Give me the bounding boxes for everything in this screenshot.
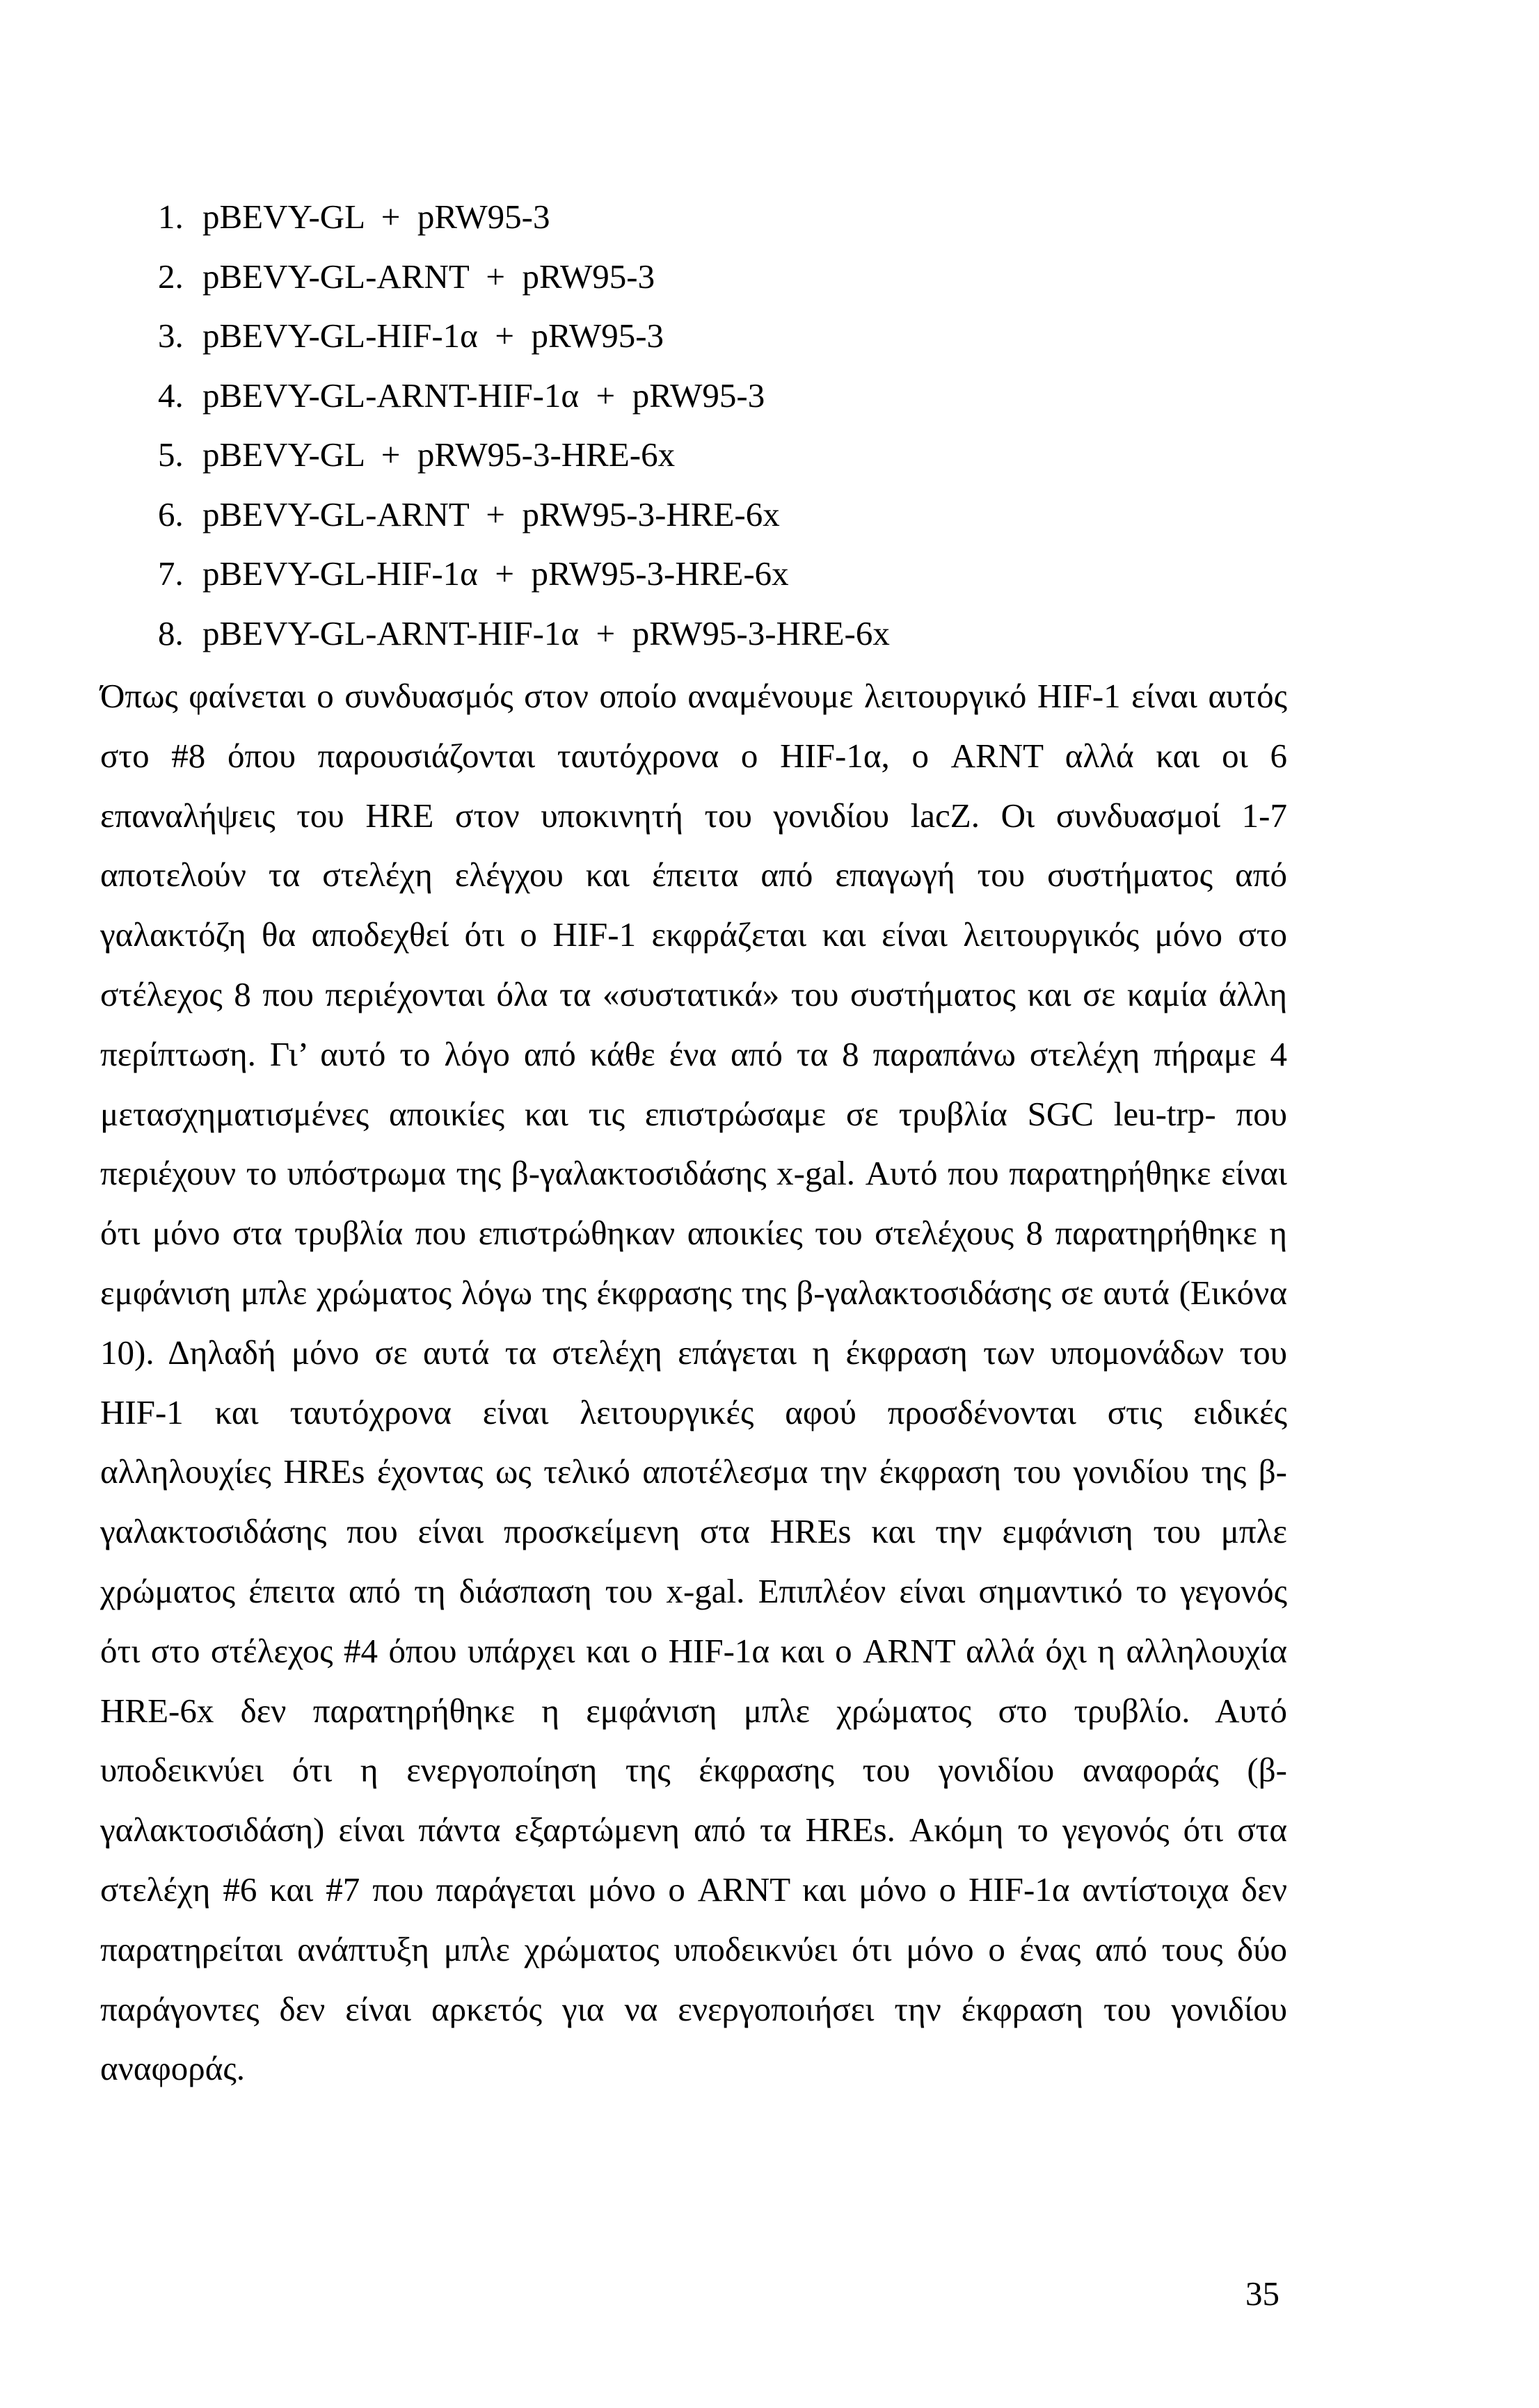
paragraph-line bbox=[100, 1562, 1287, 1621]
list-item-text: pBEVY-GL-HIF-1α + pRW95-3-HRE-6x bbox=[202, 554, 789, 593]
list-item-text: pBEVY-GL-ARNT + pRW95-3-HRE-6x bbox=[202, 495, 780, 533]
paragraph-line-text: εμφάνιση μπλε χρώματος λόγω της έκφρασης της β-γαλακτοσιδάσης σε αυτά (Εικόνα bbox=[100, 1273, 1287, 1312]
list-number: 7. bbox=[158, 554, 184, 593]
paragraph-line-text: HIF-1 και ταυτόχρονα είναι λειτουργικές αφού προσδένονται στις ειδικές bbox=[100, 1392, 1287, 1431]
list-item-text: pBEVY-GL + pRW95-3 bbox=[202, 198, 550, 236]
paragraph-line-text: υποδεικνύει ότι η ενεργοποίηση της έκφρασης του γονιδίου αναφοράς (β- bbox=[100, 1751, 1287, 1790]
list-number: 6. bbox=[158, 495, 184, 533]
paragraph-line bbox=[100, 905, 1287, 965]
list-number: 4. bbox=[158, 376, 184, 415]
paragraph-line-text: Όπως φαίνεται ο συνδυασμός στον οποίο αναμένουμε λειτουργικό HIF-1 είναι αυτός bbox=[100, 677, 1287, 715]
paragraph-line-text: περίπτωση. Γι’ αυτό το λόγο από κάθε ένα από τα 8 παραπάνω στελέχη πήραμε 4 bbox=[100, 1034, 1287, 1073]
paragraph-line bbox=[100, 1203, 1287, 1263]
list-item-text: pBEVY-GL-HIF-1α + pRW95-3 bbox=[202, 316, 664, 355]
paragraph-line bbox=[100, 1084, 1287, 1144]
list-item-text: pBEVY-GL-ARNT-HIF-1α + pRW95-3-HRE-6x bbox=[202, 613, 890, 652]
paragraph-line-text: αποτελούν τα στελέχη ελέγχου και έπειτα από επαγωγή του συστήματος από bbox=[100, 856, 1287, 894]
paragraph-line bbox=[100, 845, 1287, 905]
list-number: 5. bbox=[158, 435, 184, 474]
paragraph-line bbox=[100, 1323, 1287, 1383]
list-item bbox=[158, 544, 1285, 604]
paragraph-line-text: γαλακτοσιδάση) είναι πάντα εξαρτώμενη από τα HREs. Ακόμη το γεγονός ότι στα bbox=[100, 1811, 1287, 1849]
paragraph-line-text: παράγοντες δεν είναι αρκετός για να ενεργοποιήσει την έκφραση του γονιδίου bbox=[100, 1989, 1287, 2028]
paragraph-line bbox=[100, 666, 1287, 726]
paragraph-line-text: στελέχη #6 και #7 που παράγεται μόνο ο ARNT και μόνο ο HIF-1α αντίστοιχα δεν bbox=[100, 1870, 1287, 1909]
paragraph-line bbox=[100, 726, 1287, 786]
paragraph-line-text: αναφοράς. bbox=[100, 2049, 246, 2088]
paragraph-line-text: ότι στο στέλεχος #4 όπου υπάρχει και ο HIF-1α και ο ARNT αλλά όχι η αλληλουχία bbox=[100, 1631, 1287, 1670]
paragraph-line-text: μετασχηματισμένες αποικίες και τις επιστρώσαμε σε τρυβλία SGC leu-trp- που bbox=[100, 1094, 1287, 1133]
paragraph-line bbox=[100, 1621, 1287, 1681]
paragraph-line bbox=[100, 1502, 1287, 1562]
page-number: 35 bbox=[1245, 2274, 1279, 2313]
paragraph-line-text: στο #8 όπου παρουσιάζονται ταυτόχρονα ο HIF-1α, ο ARNT αλλά και οι 6 bbox=[100, 736, 1287, 775]
construct-list bbox=[158, 187, 1285, 663]
paragraph-line bbox=[100, 1143, 1287, 1203]
list-item-text: pBEVY-GL + pRW95-3-HRE-6x bbox=[202, 435, 676, 474]
paragraph-line-text: αλληλουχίες HREs έχοντας ως τελικό αποτέλεσμα την έκφραση του γονιδίου της β- bbox=[100, 1452, 1287, 1491]
paragraph-line-text: γαλακτόζη θα αποδεχθεί ότι ο HIF-1 εκφράζεται και είναι λειτουργικός μόνο στο bbox=[100, 915, 1287, 954]
paragraph-line-text: ότι μόνο στα τρυβλία που επιστρώθηκαν αποικίες του στελέχους 8 παρατηρήθηκε η bbox=[100, 1214, 1287, 1253]
paragraph-line bbox=[100, 1800, 1287, 1860]
paragraph-line bbox=[100, 965, 1287, 1025]
paragraph-line-text: γαλακτοσιδάσης που είναι προσκείμενη στα HREs και την εμφάνιση του μπλε bbox=[100, 1512, 1287, 1551]
paragraph-line bbox=[100, 1681, 1287, 1741]
paragraph-line-text: χρώματος έπειτα από τη διάσπαση του x-gal. Επιπλέον είναι σημαντικό το γεγονός bbox=[100, 1571, 1287, 1610]
paragraph-line-text: περιέχουν το υπόστρωμα της β-γαλακτοσιδάσης x-gal. Αυτό που παρατηρήθηκε είναι bbox=[100, 1154, 1287, 1193]
paragraph-line-text: 10). Δηλαδή μόνο σε αυτά τα στελέχη επάγεται η έκφραση των υπομονάδων του bbox=[100, 1333, 1287, 1372]
list-item bbox=[158, 425, 1285, 485]
paragraph-line bbox=[100, 1740, 1287, 1800]
paragraph-line bbox=[100, 1263, 1287, 1323]
list-item bbox=[158, 366, 1285, 426]
paragraph-line bbox=[100, 1860, 1287, 1920]
paragraph-line bbox=[100, 1025, 1287, 1084]
paragraph-line-text: επαναλήψεις του HRE στον υποκινητή του γονιδίου lacZ. Οι συνδυασμοί 1-7 bbox=[100, 796, 1287, 835]
paragraph-line bbox=[100, 1920, 1287, 1980]
paragraph-line bbox=[100, 1442, 1287, 1502]
paragraph-line bbox=[100, 786, 1287, 846]
paragraph-line-text: στέλεχος 8 που περιέχονται όλα τα «συστατικά» του συστήματος και σε καμία άλλη bbox=[100, 974, 1287, 1013]
list-item bbox=[158, 306, 1285, 366]
list-item bbox=[158, 485, 1285, 545]
paragraph-line bbox=[100, 1980, 1287, 2039]
paragraph-line-text: παρατηρείται ανάπτυξη μπλε χρώματος υποδεικνύει ότι μόνο ο ένας από τους δύο bbox=[100, 1929, 1287, 1968]
list-number: 8. bbox=[158, 613, 184, 652]
paragraph-line bbox=[100, 2039, 1287, 2098]
list-item bbox=[158, 247, 1285, 307]
list-number: 1. bbox=[158, 198, 184, 236]
list-item bbox=[158, 604, 1285, 664]
list-number: 2. bbox=[158, 257, 184, 296]
paragraph-line bbox=[100, 1383, 1287, 1443]
body-paragraph bbox=[100, 666, 1287, 2098]
list-number: 3. bbox=[158, 316, 184, 355]
list-item-text: pBEVY-GL-ARNT-HIF-1α + pRW95-3 bbox=[202, 376, 765, 415]
list-item-text: pBEVY-GL-ARNT + pRW95-3 bbox=[202, 257, 655, 296]
list-item bbox=[158, 187, 1285, 247]
paragraph-line-text: HRE-6x δεν παρατηρήθηκε η εμφάνιση μπλε χρώματος στο τρυβλίο. Αυτό bbox=[100, 1691, 1287, 1730]
